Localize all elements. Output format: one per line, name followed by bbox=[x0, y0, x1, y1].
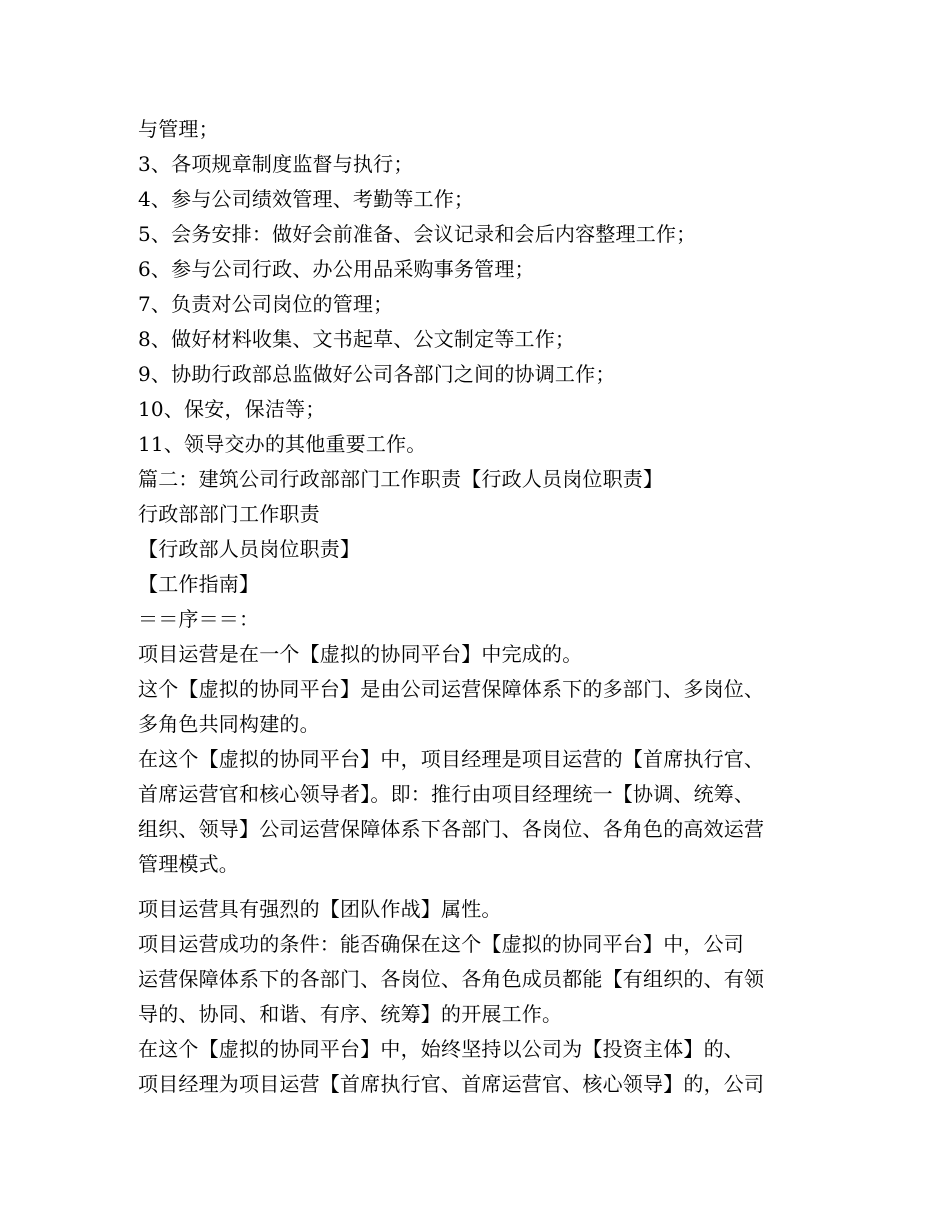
text-line: 组织、领导】公司运营保障体系下各部门、各岗位、各角色的高效运营 bbox=[138, 817, 765, 841]
text-line: 11、领导交办的其他重要工作。 bbox=[138, 432, 427, 456]
text-line: 项目运营成功的条件：能否确保在这个【虚拟的协同平台】中，公司 bbox=[138, 932, 744, 956]
text-line: 行政部部门工作职责 bbox=[138, 502, 320, 526]
text-line: 3、各项规章制度监督与执行； bbox=[138, 152, 414, 176]
text-line: 6、参与公司行政、办公用品采购事务管理； bbox=[138, 257, 535, 281]
text-line: 【行政部人员岗位职责】 bbox=[138, 537, 361, 561]
text-line: 在这个【虚拟的协同平台】中，项目经理是项目运营的【首席执行官、 bbox=[138, 747, 765, 771]
section-heading: 篇二：建筑公司行政部部门工作职责【行政人员岗位职责】 bbox=[138, 467, 664, 491]
text-line: 7、负责对公司岗位的管理； bbox=[138, 292, 394, 316]
text-line: 项目运营是在一个【虚拟的协同平台】中完成的。 bbox=[138, 642, 583, 666]
text-line: 项目运营具有强烈的【团队作战】属性。 bbox=[138, 897, 502, 921]
text-line: 导的、协同、和谐、有序、统筹】的开展工作。 bbox=[138, 1002, 563, 1026]
text-line: 管理模式。 bbox=[138, 852, 239, 876]
text-line: 9、协助行政部总监做好公司各部门之间的协调工作； bbox=[138, 362, 616, 386]
text-line: 4、参与公司绩效管理、考勤等工作； bbox=[138, 187, 475, 211]
text-line: 运营保障体系下的各部门、各岗位、各角色成员都能【有组织的、有领 bbox=[138, 967, 765, 991]
text-line: 项目经理为项目运营【首席执行官、首席运营官、核心领导】的，公司 bbox=[138, 1072, 765, 1096]
text-line: 多角色共同构建的。 bbox=[138, 712, 320, 736]
text-line: ＝＝序＝＝： bbox=[138, 607, 260, 631]
text-line: 首席运营官和核心领导者】。即：推行由项目经理统一【协调、统筹、 bbox=[138, 782, 755, 806]
text-line: 5、会务安排：做好会前准备、会议记录和会后内容整理工作； bbox=[138, 222, 697, 246]
text-line: 【工作指南】 bbox=[138, 572, 260, 596]
text-line: 10、保安，保洁等； bbox=[138, 397, 326, 421]
text-line: 与管理； bbox=[138, 117, 219, 141]
text-line: 8、做好材料收集、文书起草、公文制定等工作； bbox=[138, 327, 576, 351]
text-line: 在这个【虚拟的协同平台】中，始终坚持以公司为【投资主体】的、 bbox=[138, 1037, 744, 1061]
text-line: 这个【虚拟的协同平台】是由公司运营保障体系下的多部门、多岗位、 bbox=[138, 677, 765, 701]
